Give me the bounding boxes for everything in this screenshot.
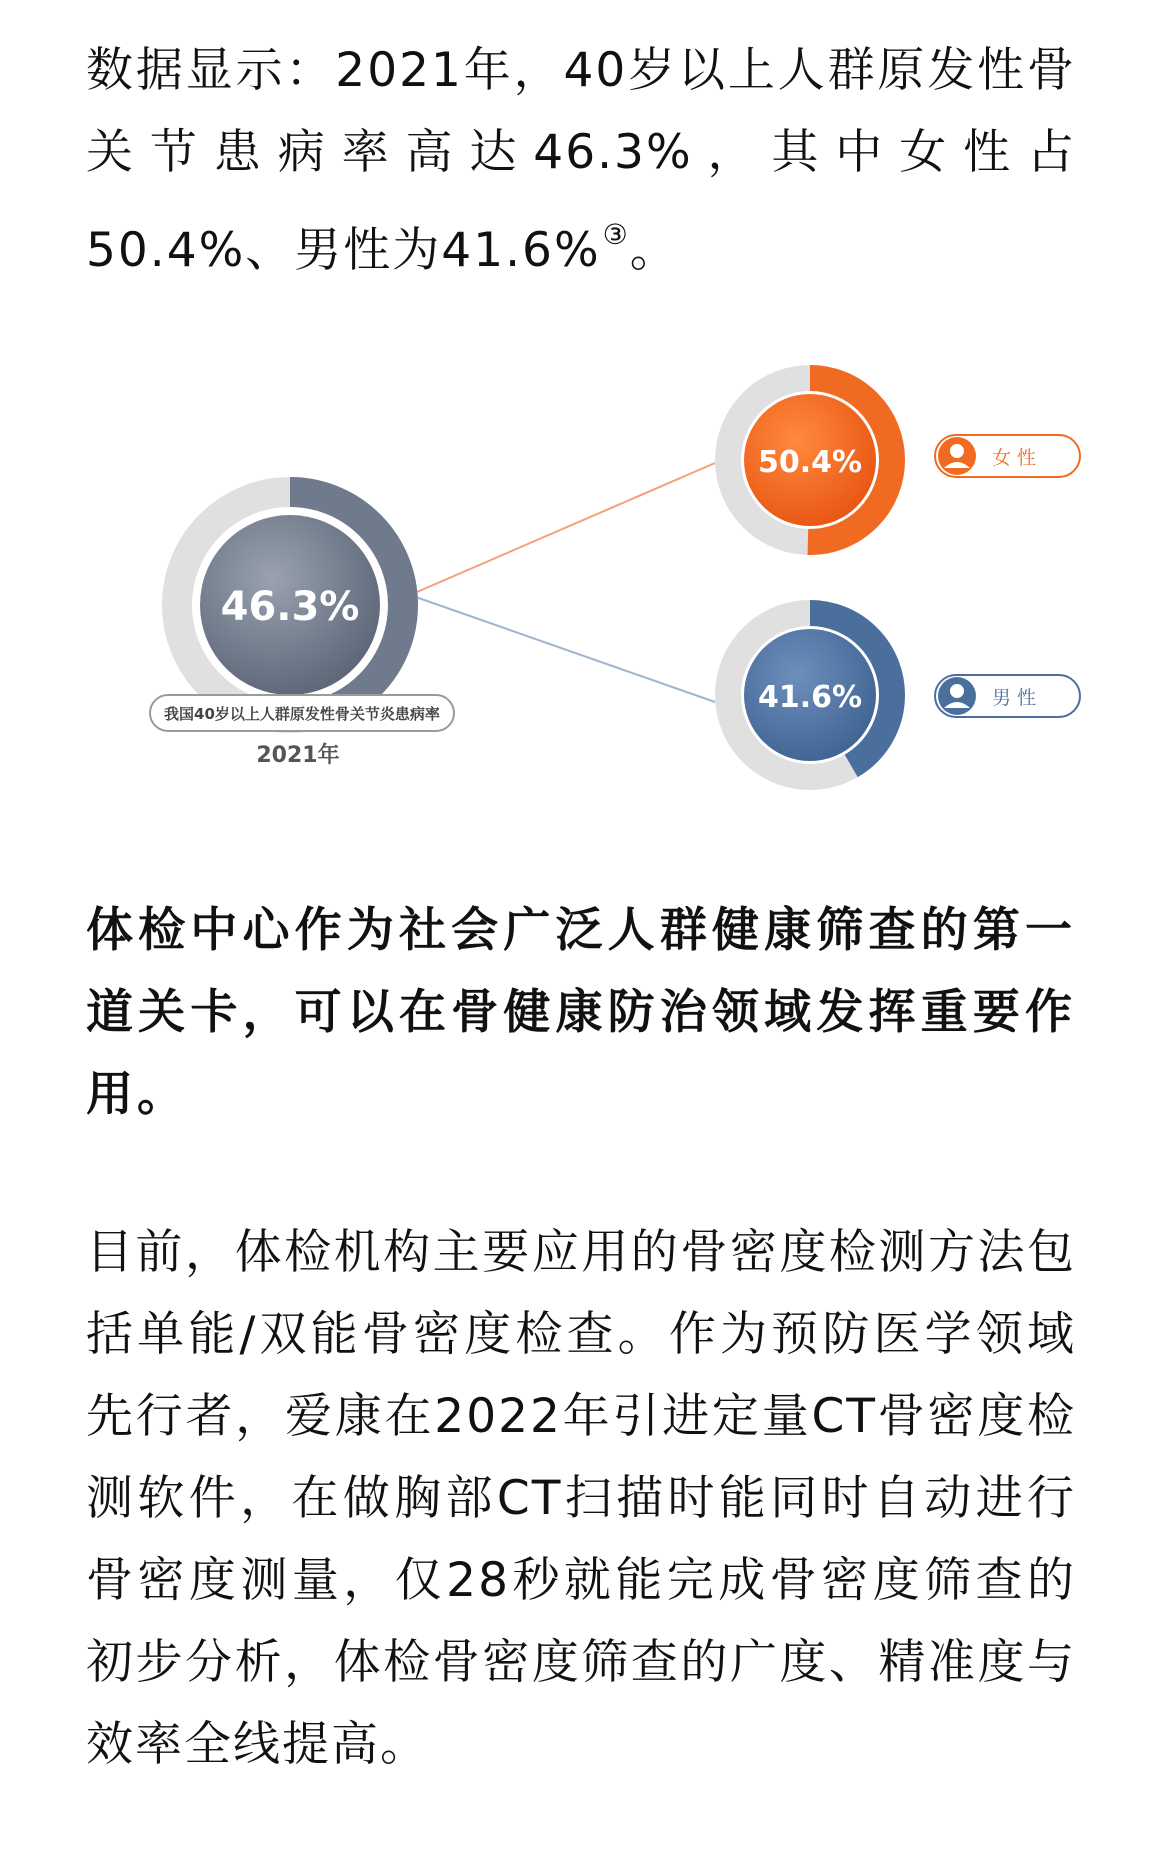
male-tag xyxy=(935,675,1080,717)
female-avatar-icon xyxy=(938,437,976,475)
male-tag-label: 男 性 xyxy=(991,687,1037,709)
prevalence-infographic xyxy=(0,340,1170,820)
intro-paragraph xyxy=(86,30,1076,292)
intro-end: 。 xyxy=(629,223,679,278)
total-ring xyxy=(177,492,403,718)
highlight-paragraph: 体检中心作为社会广泛人群健康筛查的第一道关卡，可以在骨健康防治领域发挥重要作用。 xyxy=(86,903,1076,1122)
male-ring xyxy=(728,613,892,777)
female-tag xyxy=(935,435,1080,477)
total-value: 46.3% xyxy=(220,584,360,630)
total-year: 2021年 xyxy=(256,743,340,768)
body-paragraph: 目前，体检机构主要应用的骨密度检测方法包括单能/双能骨密度检查。作为预防医学领域先行者，爱康在2022年引进定量CT骨密度检测软件，在做胸部CT扫描时能同时自动进行骨密度测量，仅28秒就能完成骨密度筛查的初步分析，体检骨密度筛查的广度、精准度与效率全线提高。 xyxy=(86,1225,1076,1772)
total-caption: 我国40岁以上人群原发性骨关节炎患病率 xyxy=(164,705,440,723)
footnote-marker[interactable]: ③ xyxy=(602,218,630,251)
male-avatar-icon xyxy=(938,677,976,715)
total-caption-pill xyxy=(150,695,454,731)
connector-male xyxy=(410,595,715,702)
female-value: 50.4% xyxy=(757,445,863,480)
female-tag-label: 女 性 xyxy=(991,447,1037,469)
intro-text: 数据显示：2021年，40岁以上人群原发性骨关节患病率高达46.3%，其中女性占50.4%、男性为41.6% xyxy=(86,43,1076,278)
female-ring xyxy=(728,378,892,542)
connector-female xyxy=(410,463,715,595)
male-value: 41.6% xyxy=(757,680,863,715)
